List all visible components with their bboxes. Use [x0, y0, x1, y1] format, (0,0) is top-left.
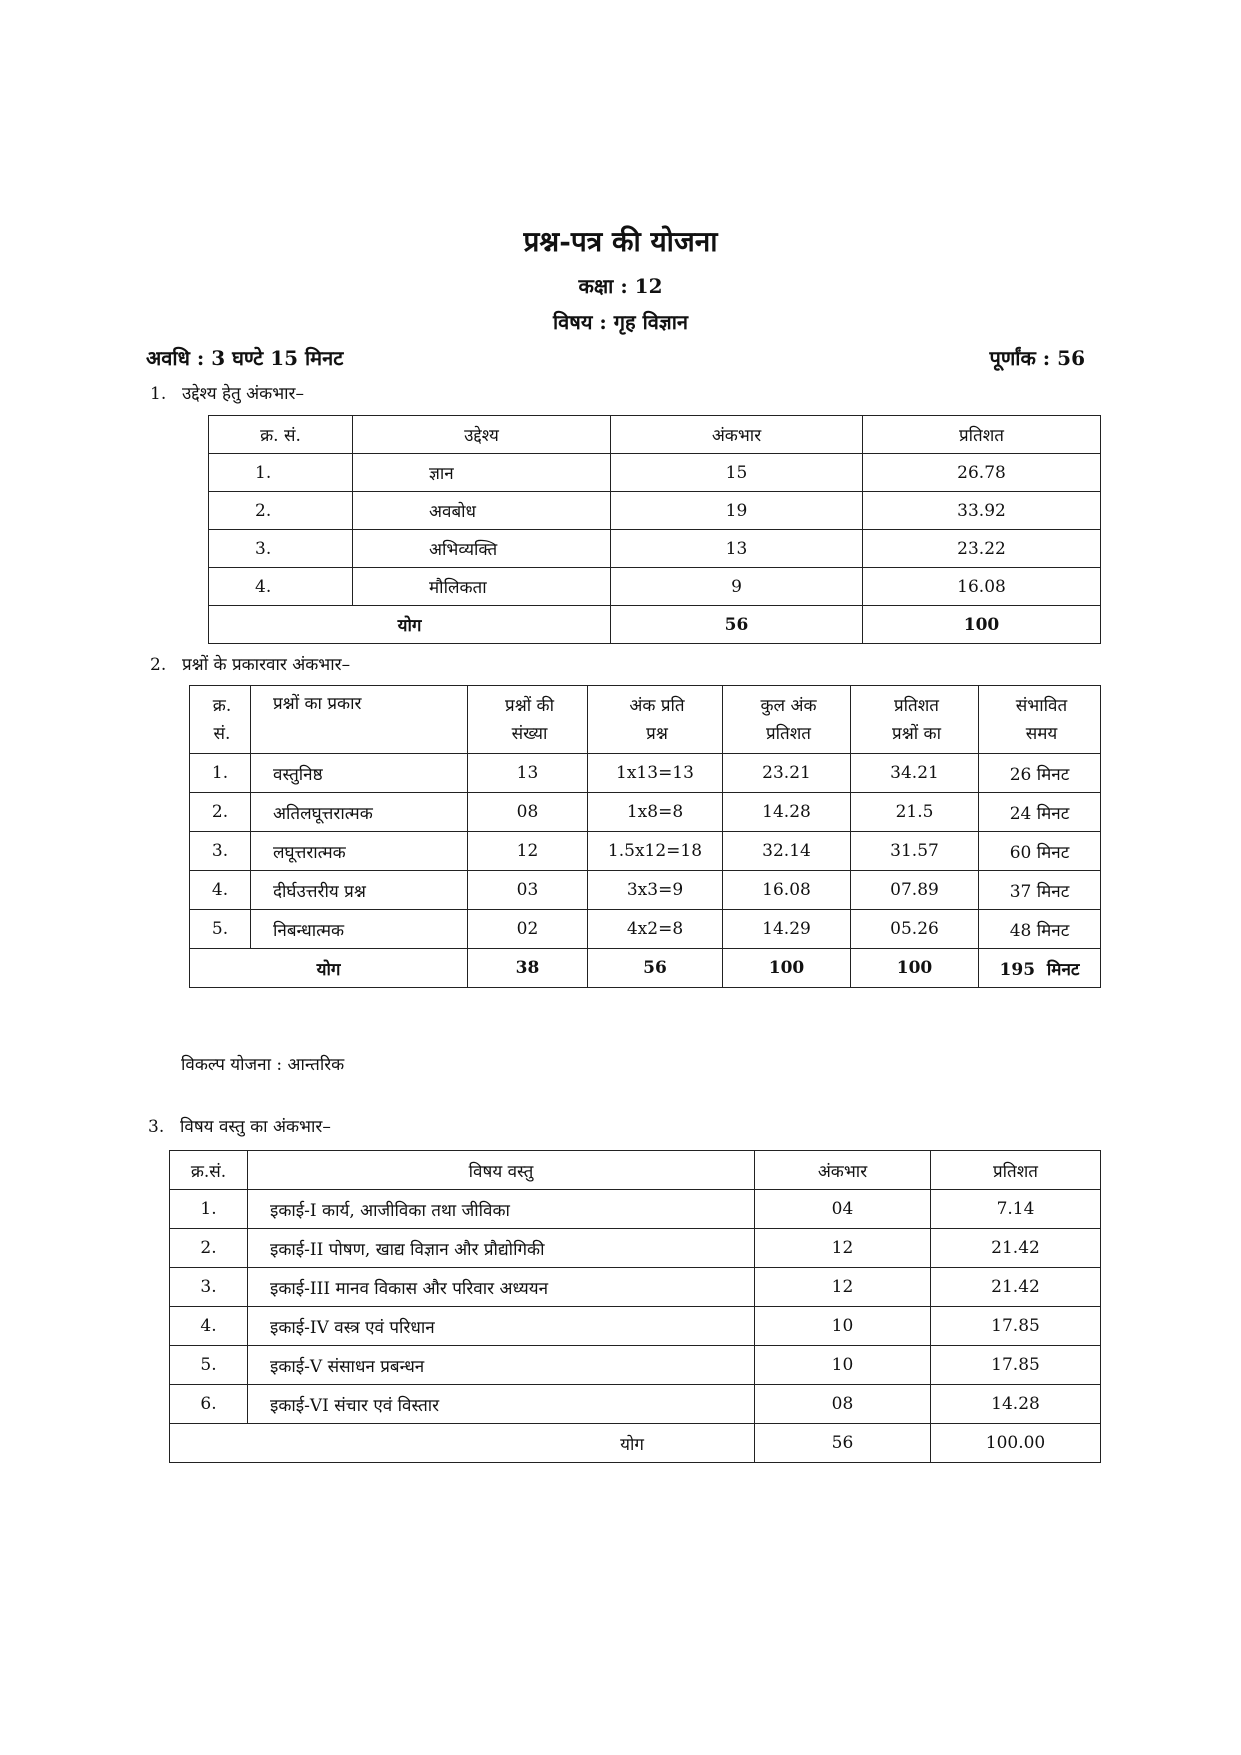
cell: 14.28 [723, 793, 851, 832]
cell: 56 [588, 949, 723, 988]
cell: ज्ञान [353, 454, 611, 492]
cell: 4x2=8 [588, 910, 723, 949]
cell: 1. [209, 454, 353, 492]
cell: 12 [755, 1268, 931, 1307]
objective-weightage-table [208, 415, 1101, 644]
cell: 38 [468, 949, 588, 988]
cell: 26.78 [863, 454, 1101, 492]
cell: 05.26 [851, 910, 979, 949]
col-header: क्र. सं. [209, 416, 353, 454]
cell: 13 [468, 754, 588, 793]
cell: 60 मिनट [979, 832, 1101, 871]
table-row [170, 1190, 1101, 1229]
cell: 10 [755, 1307, 931, 1346]
col-header: विषय वस्तु [248, 1151, 755, 1190]
col-header: अंक प्रति प्रश्न [588, 686, 723, 754]
cell: 14.29 [723, 910, 851, 949]
cell: 08 [755, 1385, 931, 1424]
total-label: योग [190, 949, 468, 988]
section1-title: उद्देश्य हेतु अंकभार– [182, 384, 305, 404]
cell: 03 [468, 871, 588, 910]
cell: वस्तुनिष्ठ [251, 754, 468, 793]
section2-heading [150, 652, 350, 675]
cell: 16.08 [863, 568, 1101, 606]
cell: 100 [723, 949, 851, 988]
cell: अवबोध [353, 492, 611, 530]
cell: 10 [755, 1346, 931, 1385]
cell: दीर्घउत्तरीय प्रश्न [251, 871, 468, 910]
cell: 15 [611, 454, 863, 492]
table-total-row [209, 606, 1101, 644]
section3-heading [148, 1114, 331, 1137]
total-label: योग [209, 606, 611, 644]
table-header-row [209, 416, 1101, 454]
cell: 56 [755, 1424, 931, 1463]
cell: 31.57 [851, 832, 979, 871]
cell: 32.14 [723, 832, 851, 871]
table-row [209, 568, 1101, 606]
cell: 02 [468, 910, 588, 949]
cell: 4. [209, 568, 353, 606]
col-header: प्रतिशत [863, 416, 1101, 454]
col-header: अंकभार [611, 416, 863, 454]
cell: 21.42 [931, 1268, 1101, 1307]
cell: 5. [190, 910, 251, 949]
col-header: उद्देश्य [353, 416, 611, 454]
option-plan-note: विकल्प योजना : आन्तरिक [181, 1055, 345, 1075]
cell: 3. [190, 832, 251, 871]
cell: 1. [170, 1190, 248, 1229]
question-type-weightage-table [189, 685, 1101, 988]
subject-label: विषय : गृह विज्ञान [552, 310, 688, 334]
cell: अतिलघूत्तरात्मक [251, 793, 468, 832]
section1-heading [150, 381, 304, 404]
cell: 23.21 [723, 754, 851, 793]
max-marks-label: पूर्णांक : 56 [989, 346, 1085, 370]
section2-number: 2. [150, 655, 167, 675]
cell: 4. [190, 871, 251, 910]
table-row [190, 832, 1101, 871]
section3-title: विषय वस्तु का अंकभार– [180, 1117, 331, 1137]
cell: 21.5 [851, 793, 979, 832]
cell: लघूत्तरात्मक [251, 832, 468, 871]
cell: 34.21 [851, 754, 979, 793]
cell: 5. [170, 1346, 248, 1385]
cell: इकाई-VI संचार एवं विस्तार [248, 1385, 755, 1424]
cell: 48 मिनट [979, 910, 1101, 949]
col-header: संभावित समय [979, 686, 1101, 754]
cell: 12 [468, 832, 588, 871]
table-row [209, 492, 1101, 530]
cell: 13 [611, 530, 863, 568]
cell: मौलिकता [353, 568, 611, 606]
cell: 9 [611, 568, 863, 606]
cell: 23.22 [863, 530, 1101, 568]
table-row [190, 871, 1101, 910]
cell: 100 [863, 606, 1101, 644]
cell: 3. [170, 1268, 248, 1307]
content-weightage-table [169, 1150, 1101, 1463]
section3-number: 3. [148, 1117, 165, 1137]
table-row [170, 1229, 1101, 1268]
cell: 14.28 [931, 1385, 1101, 1424]
cell: 17.85 [931, 1307, 1101, 1346]
table-row [170, 1307, 1101, 1346]
col-header: अंकभार [755, 1151, 931, 1190]
cell: 07.89 [851, 871, 979, 910]
table-row [170, 1346, 1101, 1385]
cell: निबन्धात्मक [251, 910, 468, 949]
table-row [209, 454, 1101, 492]
cell: 56 [611, 606, 863, 644]
cell: इकाई-I कार्य, आजीविका तथा जीविका [248, 1190, 755, 1229]
cell: 04 [755, 1190, 931, 1229]
col-header: क्र. सं. [190, 686, 251, 754]
table-row [209, 530, 1101, 568]
table-total-row [190, 949, 1101, 988]
cell: इकाई-IV वस्त्र एवं परिधान [248, 1307, 755, 1346]
section1-number: 1. [150, 384, 167, 404]
cell: इकाई-III मानव विकास और परिवार अध्ययन [248, 1268, 755, 1307]
col-header: प्रश्नों का प्रकार [251, 686, 468, 754]
cell: 1.5x12=18 [588, 832, 723, 871]
cell: 100.00 [931, 1424, 1101, 1463]
cell: 37 मिनट [979, 871, 1101, 910]
cell: 17.85 [931, 1346, 1101, 1385]
col-header: कुल अंक प्रतिशत [723, 686, 851, 754]
col-header: प्रतिशत [931, 1151, 1101, 1190]
table-header-row [190, 686, 1101, 754]
cell: 1x8=8 [588, 793, 723, 832]
table-header-row [170, 1151, 1101, 1190]
cell: 7.14 [931, 1190, 1101, 1229]
cell: 3x3=9 [588, 871, 723, 910]
cell: 2. [190, 793, 251, 832]
cell: 195 मिनट [979, 949, 1101, 988]
cell: 16.08 [723, 871, 851, 910]
cell: 19 [611, 492, 863, 530]
page-title: प्रश्न-पत्र की योजना [523, 225, 718, 258]
cell: अभिव्यक्ति [353, 530, 611, 568]
cell: 21.42 [931, 1229, 1101, 1268]
cell: 24 मिनट [979, 793, 1101, 832]
cell: 3. [209, 530, 353, 568]
cell: 1. [190, 754, 251, 793]
cell: इकाई-II पोषण, खाद्य विज्ञान और प्रौद्योगिकी [248, 1229, 755, 1268]
cell: 2. [209, 492, 353, 530]
cell: 08 [468, 793, 588, 832]
class-label: कक्षा : 12 [578, 274, 663, 298]
cell: 6. [170, 1385, 248, 1424]
table-row [190, 910, 1101, 949]
table-total-row [170, 1424, 1101, 1463]
cell: 33.92 [863, 492, 1101, 530]
cell: 4. [170, 1307, 248, 1346]
col-header: क्र.सं. [170, 1151, 248, 1190]
cell: 1x13=13 [588, 754, 723, 793]
col-header: प्रश्नों की संख्या [468, 686, 588, 754]
table-row [190, 793, 1101, 832]
cell: 2. [170, 1229, 248, 1268]
total-label: योग [170, 1424, 755, 1463]
cell: 100 [851, 949, 979, 988]
cell: 12 [755, 1229, 931, 1268]
table-row [170, 1268, 1101, 1307]
cell: 26 मिनट [979, 754, 1101, 793]
table-row [170, 1385, 1101, 1424]
duration-label: अवधि : 3 घण्टे 15 मिनट [146, 346, 344, 370]
section2-title: प्रश्नों के प्रकारवार अंकभार– [182, 655, 351, 675]
col-header: प्रतिशत प्रश्नों का [851, 686, 979, 754]
cell: इकाई-V संसाधन प्रबन्धन [248, 1346, 755, 1385]
table-row [190, 754, 1101, 793]
